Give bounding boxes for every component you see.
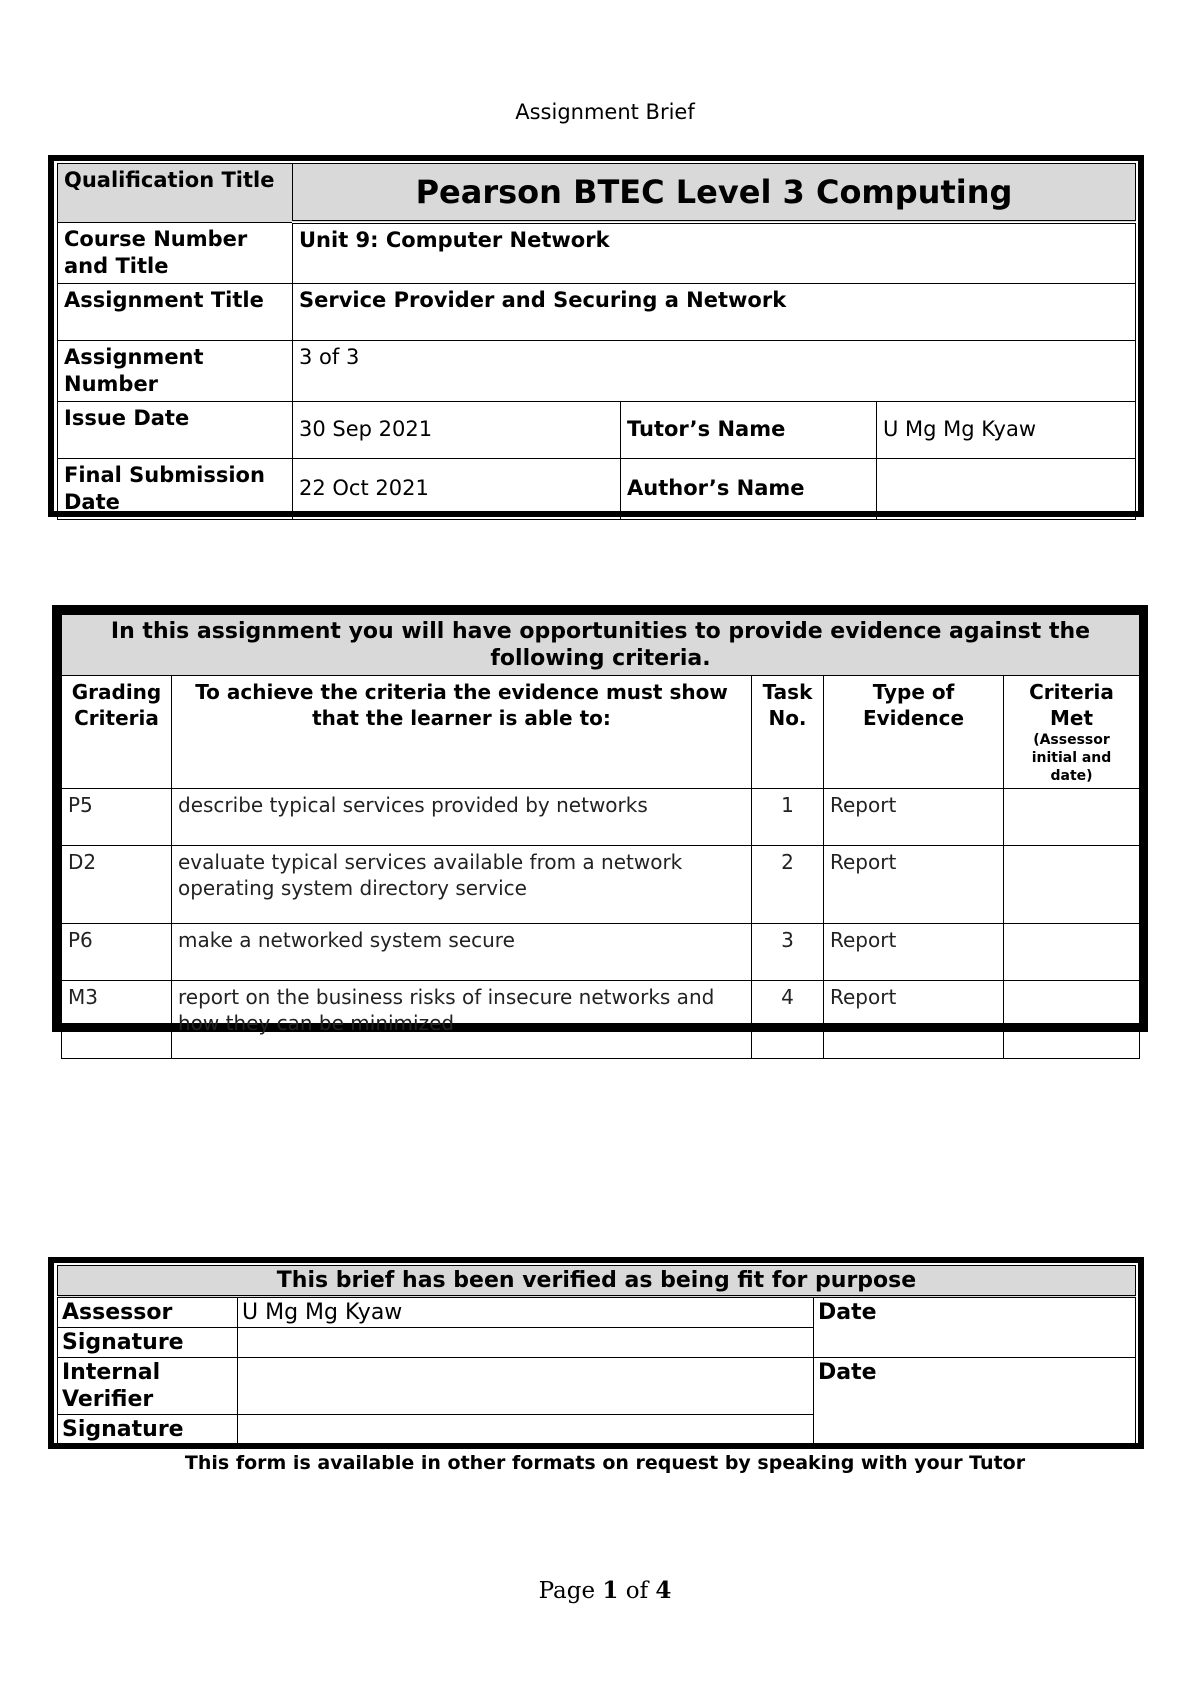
assignment-number-value: 3 of 3 — [293, 340, 1136, 401]
assignment-number-label: Assignment Number — [58, 340, 293, 401]
document-title: Assignment Brief — [515, 100, 695, 124]
verification-title: This brief has been verified as being fit for purpose — [58, 1266, 1136, 1297]
course-value: Unit 9: Computer Network — [293, 222, 1136, 283]
qualification-label: Qualification Title — [58, 164, 293, 223]
header-met-note: (Assessor initial and date) — [1031, 732, 1112, 784]
final-submission-label: Final Submission Date — [58, 458, 293, 519]
evidence-type: Report — [824, 846, 1004, 924]
criteria-line: operating system directory service — [178, 876, 527, 900]
criteria-met-cell — [1004, 924, 1140, 981]
header-met — [1004, 676, 1140, 789]
assignment-title-label: Assignment Title — [58, 283, 293, 340]
assessor-label: Assessor — [58, 1297, 238, 1328]
task-number: 2 — [752, 846, 824, 924]
task-number: 1 — [752, 789, 824, 846]
verifier-signature-value — [238, 1415, 814, 1445]
verification-table — [57, 1265, 1136, 1445]
criteria-code: D2 — [62, 846, 172, 924]
assessor-date-label: Date — [814, 1297, 1136, 1358]
footer-note: This form is available in other formats on request by speaking with your Tutor — [184, 1452, 1026, 1474]
issue-date-label: Issue Date — [58, 401, 293, 458]
evidence-type: Report — [824, 789, 1004, 846]
tutor-label: Tutor’s Name — [621, 401, 877, 458]
header-evidence: Type of Evidence — [824, 676, 1004, 789]
criteria-description — [172, 981, 752, 1059]
criteria-line: report on the business risks of insecure networks and — [178, 985, 715, 1009]
criteria-table — [61, 614, 1140, 1059]
criteria-line: describe typical services provided by networks — [178, 793, 648, 817]
evidence-type: Report — [824, 924, 1004, 981]
criteria-line: evaluate typical services available from a network — [178, 850, 683, 874]
header-table — [57, 163, 1136, 520]
page-number — [0, 1577, 1200, 1604]
header-task: Task No. — [752, 676, 824, 789]
criteria-met-cell — [1004, 846, 1140, 924]
header-achieve: To achieve the criteria the evidence must show that the learner is able to: — [172, 676, 752, 789]
task-number: 4 — [752, 981, 824, 1059]
criteria-description — [172, 924, 752, 981]
issue-date-value: 30 Sep 2021 — [293, 401, 621, 458]
criteria-code: P5 — [62, 789, 172, 846]
criteria-line: how they can be minimized — [178, 1011, 455, 1035]
header-grading: Grading Criteria — [62, 676, 172, 789]
verifier-date-label: Date — [814, 1358, 1136, 1445]
internal-verifier-label: Internal Verifier — [58, 1358, 238, 1415]
page-current: 1 — [602, 1577, 619, 1604]
page-prefix: Page — [538, 1578, 596, 1604]
tutor-value: U Mg Mg Kyaw — [877, 401, 1136, 458]
assessor-signature-label: Signature — [58, 1328, 238, 1358]
criteria-intro: In this assignment you will have opportunities to provide evidence against the following criteria. — [62, 615, 1140, 676]
task-number: 3 — [752, 924, 824, 981]
course-label: Course Number and Title — [58, 222, 293, 283]
criteria-line: make a networked system secure — [178, 928, 515, 952]
criteria-met-cell — [1004, 981, 1140, 1059]
assessor-signature-value — [238, 1328, 814, 1358]
criteria-code: M3 — [62, 981, 172, 1059]
assessor-value: U Mg Mg Kyaw — [238, 1297, 814, 1328]
author-value — [877, 458, 1136, 519]
author-label: Author’s Name — [621, 458, 877, 519]
criteria-code: P6 — [62, 924, 172, 981]
final-submission-value: 22 Oct 2021 — [293, 458, 621, 519]
criteria-met-cell — [1004, 789, 1140, 846]
header-met-label: Criteria Met — [1029, 680, 1114, 730]
page-total: 4 — [655, 1577, 672, 1604]
verifier-signature-label: Signature — [58, 1415, 238, 1445]
internal-verifier-value — [238, 1358, 814, 1415]
qualification-value: Pearson BTEC Level 3 Computing — [293, 164, 1136, 223]
evidence-type: Report — [824, 981, 1004, 1059]
criteria-description — [172, 846, 752, 924]
page-of: of — [625, 1578, 649, 1604]
criteria-description — [172, 789, 752, 846]
assignment-title-value: Service Provider and Securing a Network — [293, 283, 1136, 340]
